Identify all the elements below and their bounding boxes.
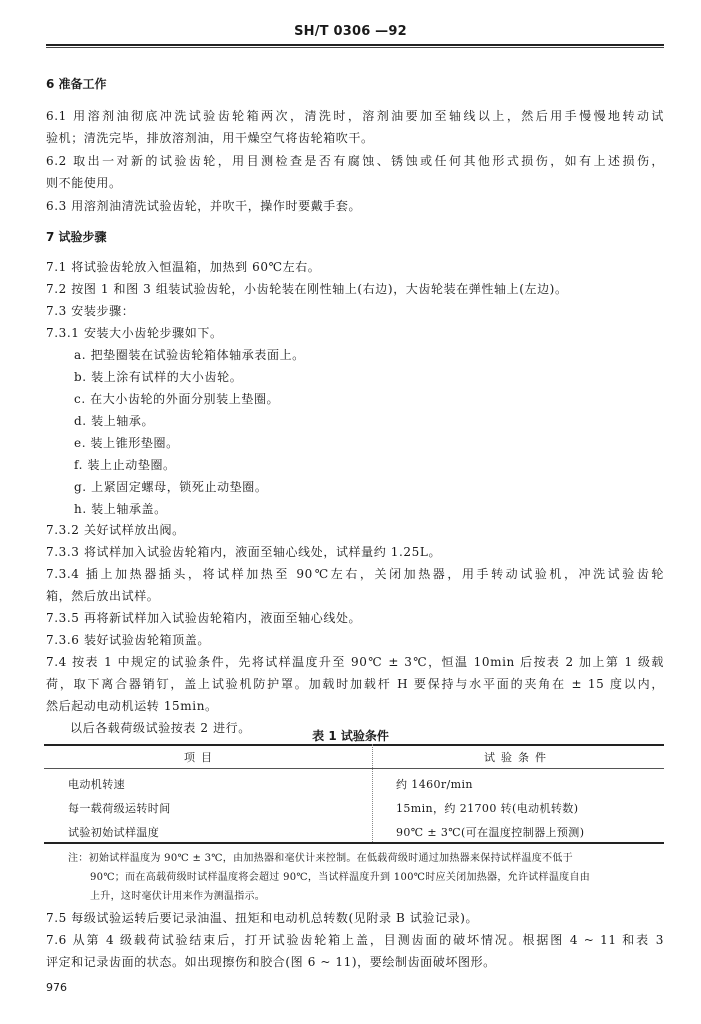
para-7-5: 7.5 每级试验运转后要记录油温、扭矩和电动机总转数(见附录 B 试验记录)。 <box>46 911 479 925</box>
page-number: 976 <box>46 981 67 994</box>
table-column-divider <box>372 744 373 842</box>
list-item: b. 装上涂有试样的大小齿轮。 <box>74 370 243 384</box>
para-7-1: 7.1 将试验齿轮放入恒温箱，加热到 60℃左右。 <box>46 260 321 274</box>
list-item: f. 装上止动垫圈。 <box>74 458 176 472</box>
para-7-2: 7.2 按图 1 和图 3 组装试验齿轮，小齿轮装在刚性轴上(右边)，大齿轮装在弹性轴上(左边)。 <box>46 282 568 296</box>
para-6-2-line1: 6.2 取出一对新的试验齿轮，用目测检查是否有腐蚀、锈蚀或任何其他形式损伤，如有上述损伤， <box>46 154 664 168</box>
para-7-4-line4: 以后各载荷级试验按表 2 进行。 <box>70 721 251 735</box>
para-7-3-2: 7.3.2 关好试样放出阀。 <box>46 523 185 537</box>
header-rule <box>46 44 664 46</box>
para-7-4-line1: 7.4 按表 1 中规定的试验条件，先将试样温度升至 90℃ ± 3℃，恒温 10min 后按表 2 加上第 1 级载 <box>46 655 664 669</box>
para-7-6-line1: 7.6 从第 4 级载荷试验结束后，打开试验齿轮箱上盖，目测齿面的破坏情况。根据图 4 ~ 11 和表 3 <box>46 933 664 947</box>
list-item: h. 装上轴承盖。 <box>74 502 167 516</box>
para-7-3-4-line1: 7.3.4 插上加热器插头，将试样加热至 90℃左右，关闭加热器，用手转动试验机，冲洗试验齿轮 <box>46 567 664 581</box>
para-7-3-6: 7.3.6 装好试验齿轮箱顶盖。 <box>46 633 210 647</box>
table-cell: 电动机转速 <box>68 778 125 791</box>
document-code: SH/T 0306 —92 <box>294 24 407 39</box>
table-cell: 15min，约 21700 转(电动机转数) <box>396 802 579 815</box>
para-6-1-line2: 验机；清洗完毕，排放溶剂油，用干燥空气将齿轮箱吹干。 <box>46 131 374 145</box>
para-6-3: 6.3 用溶剂油清洗试验齿轮，并吹干，操作时要戴手套。 <box>46 199 362 213</box>
table-note-line1: 注：初始试样温度为 90℃ ± 3℃，由加热器和毫伏计来控制。在低载荷级时通过加热器来保持试样温度不低于 <box>68 853 573 864</box>
table-note-line3: 上升，这时毫伏计用来作为测温指示。 <box>90 891 266 902</box>
table-cell: 约 1460r/min <box>396 778 473 791</box>
table-cell: 试验初始试样温度 <box>68 826 160 839</box>
list-item: c. 在大小齿轮的外面分别装上垫圈。 <box>74 392 280 406</box>
list-item: g. 上紧固定螺母，锁死止动垫圈。 <box>74 480 268 494</box>
header-rule-thin <box>46 47 664 48</box>
table-cell: 每一载荷级运转时间 <box>68 802 171 815</box>
table-cell: 90℃ ± 3℃(可在温度控制器上预测) <box>396 826 585 839</box>
para-7-3-4-line2: 箱，然后放出试样。 <box>46 589 160 603</box>
table-bottom-rule <box>44 842 664 844</box>
para-7-6-line2: 评定和记录齿面的状态。如出现擦伤和胶合(图 6 ~ 11)，要绘制齿面破坏图形。 <box>46 955 496 969</box>
para-7-4-line3: 然后起动电动机运转 15min。 <box>46 699 218 713</box>
para-7-3-3: 7.3.3 将试样加入试验齿轮箱内，液面至轴心线处，试样量约 1.25L。 <box>46 545 442 559</box>
table-header-condition: 试验条件 <box>484 751 552 764</box>
conditions-table <box>44 744 664 844</box>
para-7-3-5: 7.3.5 再将新试样加入试验齿轮箱内，液面至轴心线处。 <box>46 611 362 625</box>
para-6-2-line2: 则不能使用。 <box>46 176 122 190</box>
list-item: a. 把垫圈装在试验齿轮箱体轴承表面上。 <box>74 348 305 362</box>
table-caption: 表 1 试验条件 <box>312 729 389 743</box>
table-header-rule <box>44 768 664 769</box>
section-6-title: 6 准备工作 <box>46 77 107 91</box>
table-top-rule <box>44 744 664 746</box>
para-6-1-line1: 6.1 用溶剂油彻底冲洗试验齿轮箱两次，清洗时，溶剂油要加至轴线以上，然后用手慢慢地转动试 <box>46 109 664 123</box>
section-7-title: 7 试验步骤 <box>46 230 107 244</box>
table-header-item: 项目 <box>184 751 218 764</box>
table-note-line2: 90℃；而在高载荷级时试样温度将会超过 90℃，当试样温度升到 100℃时应关闭加热器，允许试样温度自由 <box>90 872 591 883</box>
list-item: d. 装上轴承。 <box>74 414 155 428</box>
para-7-3: 7.3 安装步骤： <box>46 304 135 318</box>
para-7-4-line2: 荷，取下离合器销钉，盖上试验机防护罩。加载时加载杆 H 要保持与水平面的夹角在 ± 15 度以内， <box>46 677 664 691</box>
para-7-3-1: 7.3.1 安装大小齿轮步骤如下。 <box>46 326 223 340</box>
list-item: e. 装上锥形垫圈。 <box>74 436 179 450</box>
